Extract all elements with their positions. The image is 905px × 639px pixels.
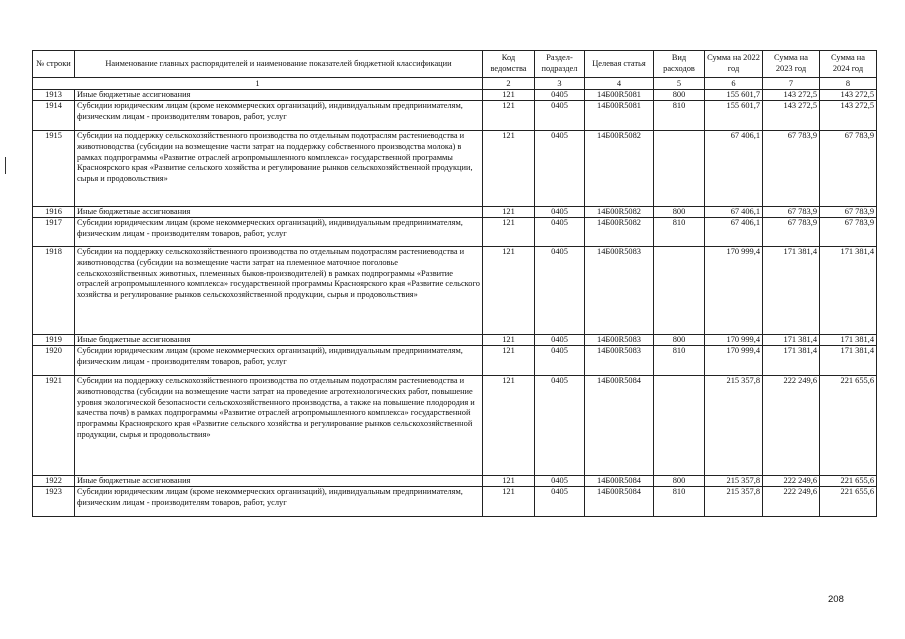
row-number: 1921 (33, 376, 75, 476)
row-section: 0405 (535, 90, 585, 101)
row-sum-2022: 170 999,4 (705, 335, 763, 346)
table-row (33, 376, 877, 476)
row-expense-kind: 800 (654, 90, 705, 101)
row-section: 0405 (535, 487, 585, 517)
row-sum-2022: 155 601,7 (705, 90, 763, 101)
row-name: Иные бюджетные ассигнования (75, 476, 483, 487)
row-number: 1913 (33, 90, 75, 101)
row-number: 1923 (33, 487, 75, 517)
row-name: Субсидии на поддержку сельскохозяйственного производства по отдельным подотраслям растениеводства и животноводства (субсидии на возмещение части затрат на поддержку собственного производства молока) в рамках подпрограммы «Развитие отраслей агропромышленного комплекса» государственной программы Красноярского края «Развитие сельского хозяйства и регулирование рынков сельскохозяйственной продукции, сырья и продовольствия» (75, 131, 483, 207)
row-expense-kind (654, 247, 705, 335)
row-sum-2024: 221 655,6 (820, 487, 877, 517)
row-sum-2022: 170 999,4 (705, 346, 763, 376)
column-number-6: 6 (705, 78, 763, 90)
row-sum-2023: 222 249,6 (763, 376, 820, 476)
header-expense-kind: Вид расходов (654, 51, 705, 78)
row-sum-2024: 67 783,9 (820, 218, 877, 247)
row-target-item: 14Б00R5084 (585, 476, 654, 487)
row-sum-2022: 67 406,1 (705, 207, 763, 218)
column-number-4: 4 (585, 78, 654, 90)
row-department-code: 121 (483, 207, 535, 218)
row-sum-2023: 171 381,4 (763, 335, 820, 346)
row-sum-2023: 222 249,6 (763, 487, 820, 517)
budget-table (32, 50, 877, 517)
table-row (33, 101, 877, 131)
row-name: Иные бюджетные ассигнования (75, 90, 483, 101)
table-row (33, 247, 877, 335)
row-target-item: 14Б00R5084 (585, 487, 654, 517)
row-sum-2023: 171 381,4 (763, 247, 820, 335)
row-sum-2024: 221 655,6 (820, 376, 877, 476)
header-sum-2022: Сумма на 2022 год (705, 51, 763, 78)
row-sum-2024: 143 272,5 (820, 101, 877, 131)
row-expense-kind: 810 (654, 101, 705, 131)
row-number: 1919 (33, 335, 75, 346)
row-name: Иные бюджетные ассигнования (75, 207, 483, 218)
column-number-7: 7 (763, 78, 820, 90)
column-number-3: 3 (535, 78, 585, 90)
row-sum-2024: 67 783,9 (820, 207, 877, 218)
row-department-code: 121 (483, 131, 535, 207)
row-expense-kind (654, 131, 705, 207)
row-section: 0405 (535, 335, 585, 346)
row-target-item: 14Б00R5083 (585, 335, 654, 346)
row-sum-2022: 215 357,8 (705, 487, 763, 517)
row-target-item: 14Б00R5082 (585, 218, 654, 247)
row-number: 1922 (33, 476, 75, 487)
table-row (33, 476, 877, 487)
row-sum-2023: 67 783,9 (763, 207, 820, 218)
row-sum-2023: 143 272,5 (763, 101, 820, 131)
row-sum-2022: 67 406,1 (705, 218, 763, 247)
row-number: 1920 (33, 346, 75, 376)
row-sum-2023: 67 783,9 (763, 131, 820, 207)
row-section: 0405 (535, 376, 585, 476)
row-sum-2024: 143 272,5 (820, 90, 877, 101)
row-expense-kind: 810 (654, 346, 705, 376)
row-number: 1915 (33, 131, 75, 207)
margin-mark (5, 157, 6, 174)
header-section: Раздел-подраздел (535, 51, 585, 78)
row-section: 0405 (535, 346, 585, 376)
column-number-1: 1 (33, 78, 483, 90)
header-department-code: Код ведомства (483, 51, 535, 78)
row-department-code: 121 (483, 487, 535, 517)
header-sum-2023: Сумма на 2023 год (763, 51, 820, 78)
row-name: Субсидии юридическим лицам (кроме некоммерческих организаций), индивидуальным предпринимателям, физическим лицам - производителям товаров, работ, услуг (75, 101, 483, 131)
header-name: Наименование главных распорядителей и наименование показателей бюджетной классификации (75, 51, 483, 78)
row-target-item: 14Б00R5083 (585, 346, 654, 376)
row-target-item: 14Б00R5084 (585, 376, 654, 476)
row-number: 1916 (33, 207, 75, 218)
row-sum-2022: 215 357,8 (705, 376, 763, 476)
page-number: 208 (828, 594, 844, 605)
table-row (33, 335, 877, 346)
row-name: Субсидии на поддержку сельскохозяйственного производства по отдельным подотраслям растениеводства и животноводства (субсидии на возмещение части затрат на племенное маточное поголовье сельскохозяйственных животных, племенных быков-производителей) в рамках подпрограммы «Развитие отраслей агропромышленного комплекса» государственной программы Красноярского края «Развитие сельского хозяйства и регулирование рынков сельскохозяйственной продукции, сырья и продовольствия» (75, 247, 483, 335)
row-name: Иные бюджетные ассигнования (75, 335, 483, 346)
row-name: Субсидии юридическим лицам (кроме некоммерческих организаций), индивидуальным предпринимателям, физическим лицам - производителям товаров, работ, услуг (75, 487, 483, 517)
row-expense-kind: 800 (654, 335, 705, 346)
row-section: 0405 (535, 131, 585, 207)
row-target-item: 14Б00R5082 (585, 131, 654, 207)
row-sum-2023: 222 249,6 (763, 476, 820, 487)
column-number-5: 5 (654, 78, 705, 90)
row-sum-2022: 67 406,1 (705, 131, 763, 207)
table-row (33, 487, 877, 517)
row-section: 0405 (535, 207, 585, 218)
header-row-number: № строки (33, 51, 75, 78)
row-sum-2024: 171 381,4 (820, 346, 877, 376)
table-row (33, 207, 877, 218)
row-expense-kind: 810 (654, 487, 705, 517)
row-target-item: 14Б00R5081 (585, 90, 654, 101)
row-sum-2024: 171 381,4 (820, 247, 877, 335)
row-department-code: 121 (483, 101, 535, 131)
row-sum-2024: 221 655,6 (820, 476, 877, 487)
table-row (33, 131, 877, 207)
row-department-code: 121 (483, 476, 535, 487)
row-department-code: 121 (483, 218, 535, 247)
row-sum-2023: 143 272,5 (763, 90, 820, 101)
table-row (33, 90, 877, 101)
row-name: Субсидии юридическим лицам (кроме некоммерческих организаций), индивидуальным предпринимателям, физическим лицам - производителям товаров, работ, услуг (75, 346, 483, 376)
row-target-item: 14Б00R5082 (585, 207, 654, 218)
row-section: 0405 (535, 101, 585, 131)
row-sum-2022: 170 999,4 (705, 247, 763, 335)
row-number: 1917 (33, 218, 75, 247)
column-number-8: 8 (820, 78, 877, 90)
row-sum-2022: 215 357,8 (705, 476, 763, 487)
row-section: 0405 (535, 218, 585, 247)
row-expense-kind (654, 376, 705, 476)
row-name: Субсидии на поддержку сельскохозяйственного производства по отдельным подотраслям растениеводства и животноводства (субсидии на возмещение части затрат на проведение агротехнологических работ, повышение уровня экологической безопасности сельскохозяйственного производства, а также на повышение плодородия и качества почв) в рамках подпрограммы «Развитие отраслей агропромышленного комплекса» государственной программы Красноярского края «Развитие сельского хозяйства и регулирование рынков сельскохозяйственной продукции, сырья и продовольствия» (75, 376, 483, 476)
row-sum-2023: 171 381,4 (763, 346, 820, 376)
row-number: 1914 (33, 101, 75, 131)
header-row (33, 51, 877, 78)
row-number: 1918 (33, 247, 75, 335)
header-target-item: Целевая статья (585, 51, 654, 78)
row-department-code: 121 (483, 247, 535, 335)
table-row (33, 218, 877, 247)
table-row (33, 346, 877, 376)
row-sum-2024: 171 381,4 (820, 335, 877, 346)
row-department-code: 121 (483, 90, 535, 101)
row-sum-2023: 67 783,9 (763, 218, 820, 247)
header-sum-2024: Сумма на 2024 год (820, 51, 877, 78)
row-expense-kind: 800 (654, 476, 705, 487)
row-section: 0405 (535, 247, 585, 335)
row-department-code: 121 (483, 376, 535, 476)
row-expense-kind: 810 (654, 218, 705, 247)
column-number-2: 2 (483, 78, 535, 90)
row-department-code: 121 (483, 346, 535, 376)
column-number-row (33, 78, 877, 90)
row-target-item: 14Б00R5081 (585, 101, 654, 131)
row-expense-kind: 800 (654, 207, 705, 218)
row-department-code: 121 (483, 335, 535, 346)
row-name: Субсидии юридическим лицам (кроме некоммерческих организаций), индивидуальным предпринимателям, физическим лицам - производителям товаров, работ, услуг (75, 218, 483, 247)
row-sum-2022: 155 601,7 (705, 101, 763, 131)
row-target-item: 14Б00R5083 (585, 247, 654, 335)
row-section: 0405 (535, 476, 585, 487)
row-sum-2024: 67 783,9 (820, 131, 877, 207)
